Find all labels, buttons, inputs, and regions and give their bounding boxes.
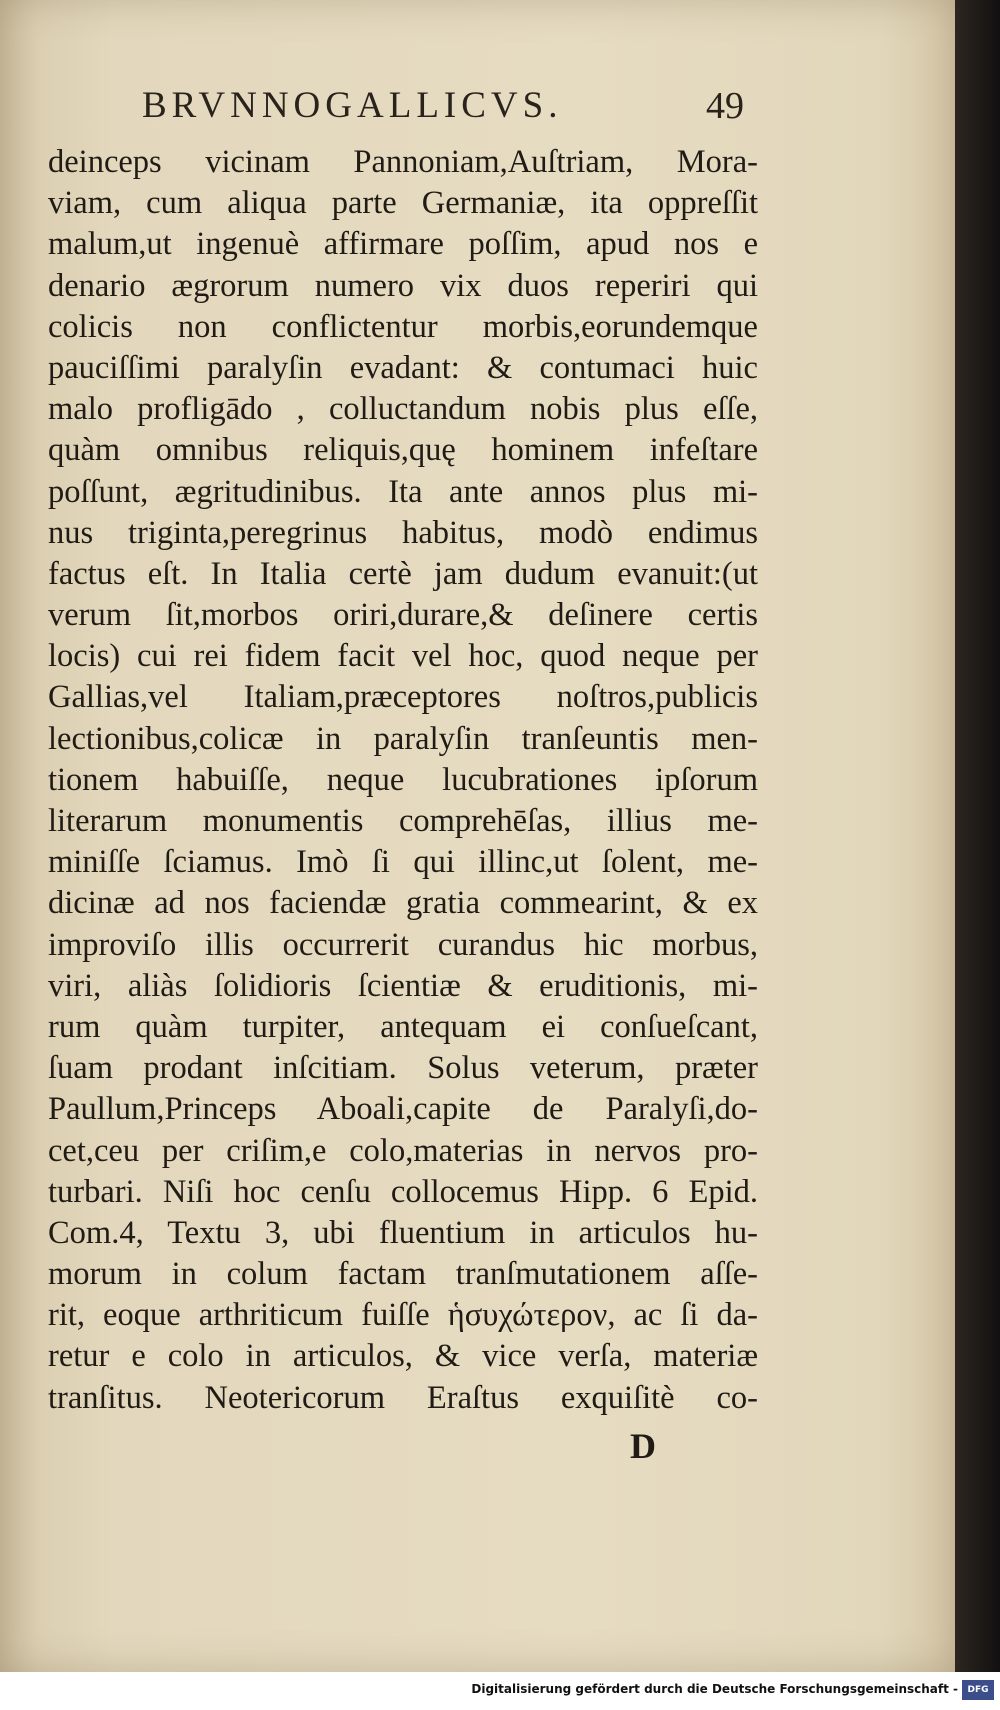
- digitization-footer: [0, 1672, 1000, 1710]
- scan-background-edge: [955, 0, 1000, 1672]
- text-line: tranſitus. Neotericorum Eraſtus exquiſitè co-: [48, 1379, 758, 1416]
- page-number: 49: [706, 85, 744, 127]
- signature-mark: D: [630, 1426, 656, 1466]
- text-line: poſſunt, ægritudinibus. Ita ante annos plus mi-: [48, 473, 758, 510]
- text-line: rit, eoque arthriticum fuiſſe ἡσυχώτερον, ac ſi da-: [48, 1297, 758, 1334]
- text-line: rum quàm turpiter, antequam ei conſueſcant,: [48, 1008, 758, 1045]
- text-line: lectionibus,colicæ in paralyſin tranſeuntis men-: [48, 720, 758, 757]
- text-line: nus triginta,peregrinus habitus, modò endimus: [48, 514, 758, 551]
- text-line: verum ſit,morbos oriri,durare,& deſinere certis: [48, 597, 758, 634]
- text-line: locis) cui rei fidem facit vel hoc, quod neque per: [48, 638, 758, 675]
- funding-credit: Digitalisierung gefördert durch die Deutsche Forschungsgemeinschaft -: [471, 1682, 958, 1696]
- text-line: Com.4, Textu 3, ubi fluentium in articulos hu-: [48, 1214, 758, 1251]
- text-line: viri, aliàs ſolidioris ſcientiæ & eruditionis, mi-: [48, 967, 758, 1004]
- text-line: factus eſt. In Italia certè jam dudum evanuit:(ut: [48, 555, 758, 592]
- text-line: colicis non conflictentur morbis,eorundemque: [48, 308, 758, 345]
- text-line: improviſo illis occurrerit curandus hic morbus,: [48, 926, 758, 963]
- running-head: BRVNNOGALLICVS.: [142, 85, 563, 126]
- text-line: miniſſe ſciamus. Imò ſi qui illinc,ut ſolent, me-: [48, 844, 758, 881]
- page-header: [0, 84, 955, 134]
- text-line: denario ægrorum numero vix duos reperiri qui: [48, 267, 758, 304]
- text-line: deinceps vicinam Pannoniam,Auſtriam, Mora-: [48, 144, 758, 180]
- text-line: viam, cum aliqua parte Germaniæ, ita oppreſſit: [48, 185, 758, 222]
- text-line: retur e colo in articulos, & vice verſa, materiæ: [48, 1338, 758, 1375]
- text-line: morum in colum factam tranſmutationem aſſe-: [48, 1256, 758, 1293]
- text-line: quàm omnibus reliquis,quę hominem infeſtare: [48, 432, 758, 469]
- text-line: Gallias,vel Italiam,præceptores noſtros,publicis: [48, 679, 758, 716]
- text-line: ſuam prodant inſcitiam. Solus veterum, præter: [48, 1050, 758, 1087]
- text-line: pauciſſimi paralyſin evadant: & contumaci huic: [48, 349, 758, 386]
- text-line: malum,ut ingenuè affirmare poſſim, apud nos e: [48, 226, 758, 263]
- body-text: [48, 142, 758, 1419]
- text-line: tionem habuiſſe, neque lucubrationes ipſorum: [48, 761, 758, 798]
- text-line: malo profligādo , colluctandum nobis plus eſſe,: [48, 391, 758, 428]
- text-line: turbari. Niſi hoc cenſu collocemus Hipp. 6 Epid.: [48, 1173, 758, 1210]
- text-line: Paullum,Princeps Aboali,capite de Paralyſi,do-: [48, 1091, 758, 1128]
- text-line: dicinæ ad nos faciendæ gratia commearint, & ex: [48, 885, 758, 922]
- text-line: cet,ceu per criſim,e colo,materias in nervos pro-: [48, 1132, 758, 1169]
- text-line: literarum monumentis comprehēſas, illius me-: [48, 803, 758, 839]
- dfg-logo-icon: DFG: [962, 1680, 994, 1700]
